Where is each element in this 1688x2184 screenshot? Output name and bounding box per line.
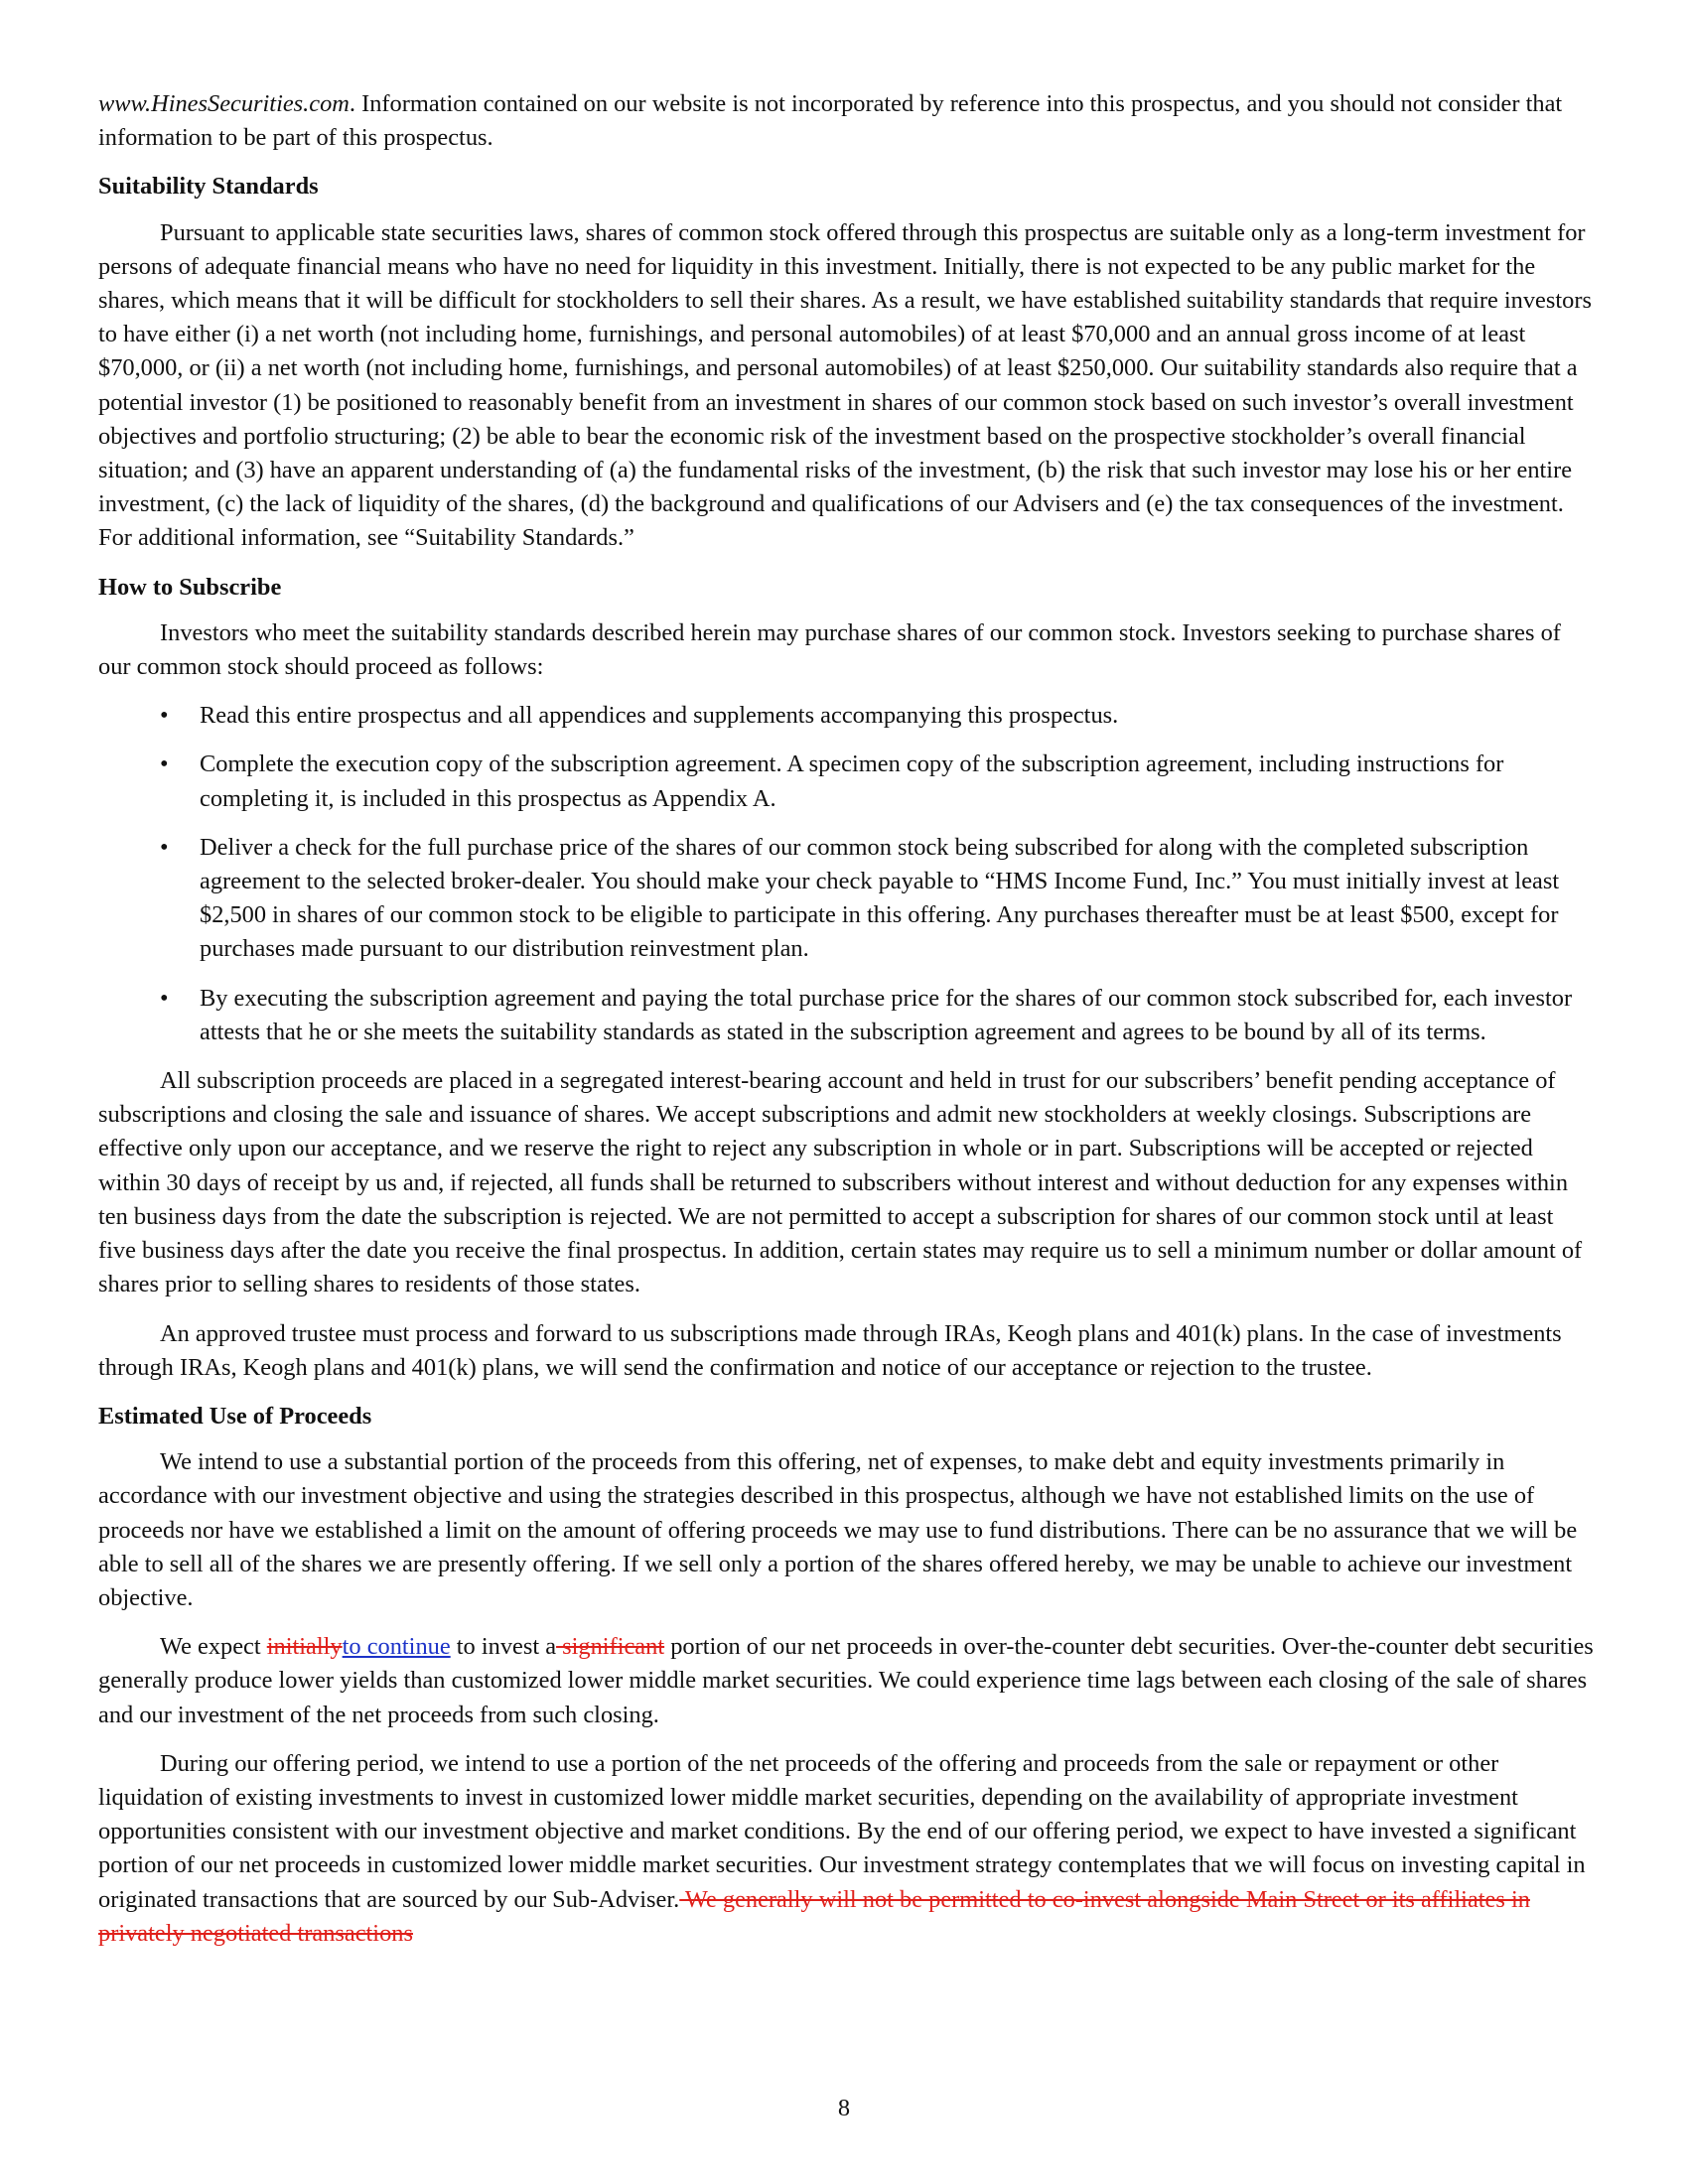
list-item bbox=[98, 748, 1594, 815]
list-item-text: Deliver a check for the full purchase price of the shares of our common stock being subscribed for along with the completed subscription agreement to the selected broker-dealer. You should make your check payable to “HMS Income Fund, Inc.” You must initially invest at least $2,500 in shares of our common stock to be eligible to participate in this offering. Any purchases thereafter must be at least $500, except for purchases made pursuant to our distribution reinvestment plan. bbox=[200, 833, 1560, 963]
deleted-text: significant bbox=[556, 1633, 665, 1661]
proceeds-heading: Estimated Use of Proceeds bbox=[98, 1402, 372, 1430]
bullet-glyph: • bbox=[160, 984, 169, 1012]
bullet-glyph: • bbox=[160, 751, 169, 778]
inserted-text: to continue bbox=[342, 1633, 451, 1661]
suitability-heading: Suitability Standards bbox=[98, 173, 319, 201]
subscription-proceeds-paragraph: All subscription proceeds are placed in a segregated interest-bearing account and held in trust for our subscribers’ benefit pending acceptance of subscriptions and closing the sale and issuance of shares. We accept subscriptions and admit new stockholders at weekly closings. Subscriptions are effective only upon our acceptance, and we reserve the right to reject any subscription in whole or in part. Subscriptions will be accepted or rejected within 30 days of receipt by us and, if rejected, all funds shall be returned to subscribers without interest and without deduction for any expenses within ten business days from the date the subscription is rejected. We are not permitted to accept a subscription for shares of our common stock until at least five business days after the date you receive the final prospectus. In addition, certain states may require us to sell a minimum number or dollar amount of shares prior to selling shares to residents of those states. bbox=[98, 1067, 1583, 1298]
list-item-text: Read this entire prospectus and all appendices and supplements accompanying this prospectus. bbox=[200, 702, 1119, 730]
list-item-text: Complete the execution copy of the subscription agreement. A specimen copy of the subscription agreement, including instructions for completing it, is included in this prospectus as Appendix A. bbox=[200, 751, 1504, 812]
text-run: During our offering period, we intend to use a portion of the net proceeds of the offering and proceeds from the sale or repayment or other liquidation of existing investments to invest in customized lower middle market securities, depending on the availability of appropriate investment opportunities consistent with our investment objective and market conditions. By the end of our offering period, we expect to have invested a significant portion of our net proceeds in customized lower middle market securities. Our investment strategy contemplates that we will focus on investing capital in originated transactions that are sourced by our Sub-Adviser. bbox=[98, 1749, 1586, 1913]
website-url: www.HinesSecurities.com bbox=[98, 90, 350, 117]
intro-text: . Information contained on our website is not incorporated by reference into this prospectus, and you should not consider that information to be part of this prospectus. bbox=[98, 90, 1563, 152]
list-item bbox=[98, 982, 1594, 1049]
deleted-text: initially bbox=[266, 1633, 343, 1661]
subscribe-intro: Investors who meet the suitability standards described herein may purchase shares of our common stock. Investors seeking to purchase shares of our common stock should proceed as follows: bbox=[98, 618, 1561, 681]
list-item-text: By executing the subscription agreement and paying the total purchase price for the shares of our common stock subscribed for, each investor attests that he or she meets the suitability standards as stated in the subscription agreement and agrees to be bound by all of its terms. bbox=[200, 984, 1573, 1045]
proceeds-paragraph-1: We intend to use a substantial portion of the proceeds from this offering, net of expenses, to make debt and equity investments primarily in accordance with our investment objective and using the strategies described in this prospectus, although we have not established limits on the use of proceeds nor have we established a limit on the amount of offering proceeds we may use to fund distributions. There can be no assurance that we will be able to sell all of the shares we are presently offering. If we sell only a portion of the shares offered hereby, we may be unable to achieve our investment objective. bbox=[98, 1448, 1578, 1611]
bullet-glyph: • bbox=[160, 702, 169, 730]
text-run: portion of our net proceeds in over-the-counter debt securities. Over-the-counter debt securities generally produce lower yields than customized lower middle market securities. We could experience time lags between each closing of the sale of shares and our investment of the net proceeds from such closing. bbox=[98, 1633, 1594, 1728]
list-item bbox=[98, 699, 1594, 733]
proceeds-paragraph-3 bbox=[98, 1747, 1594, 1951]
proceeds-paragraph-2 bbox=[98, 1630, 1594, 1732]
suitability-paragraph: Pursuant to applicable state securities laws, shares of common stock offered through this prospectus are suitable only as a long-term investment for persons of adequate financial means who have no need for liquidity in this investment. Initially, there is not expected to be any public market for the shares, which means that it will be difficult for stockholders to sell their shares. As a result, we have established suitability standards that require investors to have either (i) a net worth (not including home, furnishings, and personal automobiles) of at least $70,000 and an annual gross income of at least $70,000, or (ii) a net worth (not including home, furnishings, and personal automobiles) of at least $250,000. Our suitability standards also require that a potential investor (1) be positioned to reasonably benefit from an investment in shares of our common stock based on such investor’s overall investment objectives and portfolio structuring; (2) be able to bear the economic risk of the investment based on the prospective stockholder’s overall financial situation; and (3) have an apparent understanding of (a) the fundamental risks of the investment, (b) the risk that such investor may lose his or her entire investment, (c) the lack of liquidity of the shares, (d) the background and qualifications of our Advisers and (e) the tax consequences of the investment. For additional information, see “Suitability Standards.” bbox=[98, 218, 1592, 552]
text-run: to invest a bbox=[450, 1633, 557, 1661]
trustee-paragraph: An approved trustee must process and forward to us subscriptions made through IRAs, Keogh plans and 401(k) plans. In the case of investments through IRAs, Keogh plans and 401(k) plans, we will send the confirmation and notice of our acceptance or rejection to the trustee. bbox=[98, 1319, 1562, 1381]
list-item bbox=[98, 831, 1594, 967]
text-run: We expect bbox=[160, 1633, 267, 1661]
subscribe-heading: How to Subscribe bbox=[98, 573, 282, 601]
bullet-glyph: • bbox=[160, 833, 169, 861]
page-number: 8 bbox=[837, 2095, 851, 2121]
intro-paragraph bbox=[98, 87, 1594, 155]
subscribe-steps-list bbox=[98, 699, 1594, 1049]
deleted-text: We generally will not be permitted to co-invest alongside Main Street or its affiliates in privately negotiated transactions bbox=[98, 1885, 1530, 1947]
document-page bbox=[98, 87, 1594, 1966]
